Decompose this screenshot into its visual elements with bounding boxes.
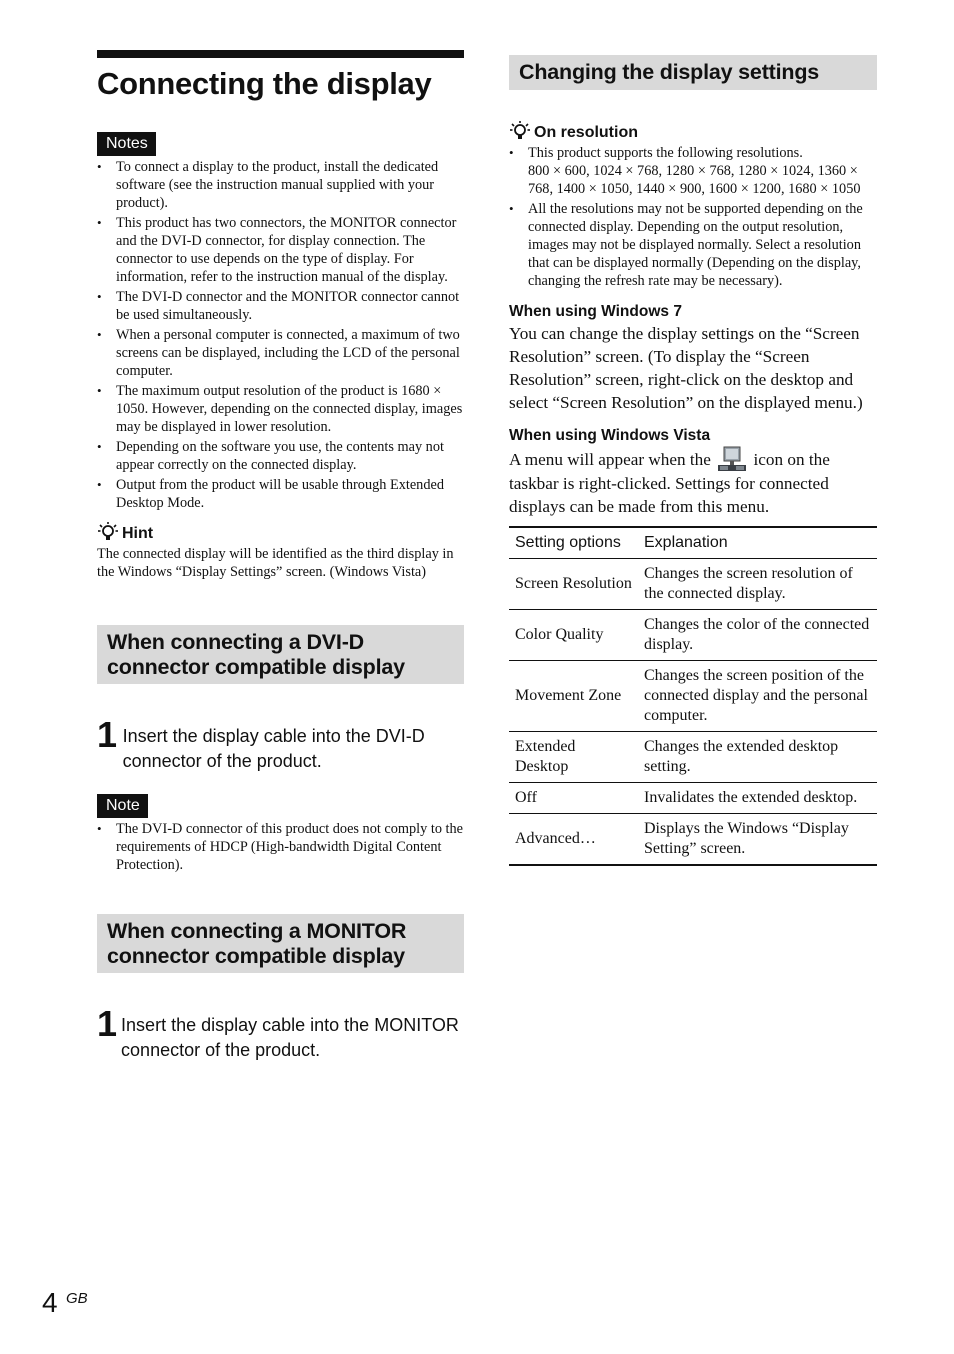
note-item: • The maximum output resolution of the product is 1680 × 1050. However, depending on the connected display, images may be displayed in lower resolution. [97, 382, 464, 436]
monitor-section [97, 914, 464, 1063]
resolution-list [509, 144, 877, 290]
table-cell: Changes the color of the connected display. [638, 610, 877, 661]
dvi-step [97, 716, 464, 774]
supported-resolutions: 800 × 600, 1024 × 768, 1280 × 768, 1280 × 1024, 1360 × 768, 1400 × 1050, 1440 × 900, 1600 × 1200, 1680 × 1050 [528, 163, 861, 197]
page-title: Connecting the display [97, 66, 432, 101]
display-taskbar-icon [717, 446, 747, 472]
page-language-suffix: GB [66, 1290, 88, 1307]
table-cell: Off [509, 783, 638, 814]
table-row [509, 559, 877, 610]
note-item: • To connect a display to the product, install the dedicated software (see the instruction manual supplied with your product). [97, 158, 464, 212]
settings-section-heading: Changing the display settings [509, 55, 877, 90]
notes-label: Notes [97, 132, 156, 156]
table-cell: Color Quality [509, 610, 638, 661]
settings-table [509, 526, 877, 866]
notes-block [97, 132, 464, 512]
table-cell: Movement Zone [509, 661, 638, 732]
table-cell: Changes the screen position of the connected display and the personal computer. [638, 661, 877, 732]
monitor-step [97, 1005, 464, 1063]
table-row [509, 661, 877, 732]
note-item: • Depending on the software you use, the contents may not appear correctly on the connected display. [97, 438, 464, 474]
hint-heading [97, 521, 464, 543]
step-number: 1 [97, 714, 118, 755]
vista-text [509, 446, 877, 518]
table-cell: Displays the Windows “Display Setting” screen. [638, 814, 877, 866]
vista-text-before: A menu will appear when the [509, 450, 711, 469]
hint-text: The connected display will be identified as the third display in the Windows “Display Settings” screen. (Windows Vista) [97, 546, 454, 580]
win7-heading: When using Windows 7 [509, 303, 682, 320]
title-rule [97, 50, 464, 58]
monitor-section-heading [97, 914, 464, 973]
monitor-heading-line2: connector compatible display [107, 944, 405, 968]
dvi-note-block [97, 794, 464, 874]
note-item: • Output from the product will be usable through Extended Desktop Mode. [97, 476, 464, 512]
lightbulb-icon [97, 521, 119, 543]
resolution-label: On resolution [534, 124, 638, 141]
dvi-section [97, 625, 464, 874]
notes-list [97, 158, 464, 512]
table-header: Setting options [509, 527, 638, 559]
table-row [509, 814, 877, 866]
table-cell: Advanced… [509, 814, 638, 866]
dvi-heading-line2: connector compatible display [107, 655, 405, 679]
note-item: • This product has two connectors, the MONITOR connector and the DVI-D connector, for display connection. The connector to use depends on the type of display. For information, refer to the instruction manual of the display. [97, 214, 464, 286]
table-cell: Extended Desktop [509, 732, 638, 783]
table-row [509, 783, 877, 814]
left-column [97, 50, 464, 1063]
note-item: • The DVI-D connector of this product does not comply to the requirements of HDCP (High-bandwidth Digital Content Protection). [97, 820, 464, 874]
note-item: • The DVI-D connector and the MONITOR connector cannot be used simultaneously. [97, 288, 464, 324]
table-header-row [509, 527, 877, 559]
step-number: 1 [97, 1003, 118, 1044]
table-row [509, 732, 877, 783]
table-header: Explanation [638, 527, 877, 559]
resolution-item-text: This product supports the following resolutions. [528, 145, 803, 161]
table-cell: Invalidates the extended desktop. [638, 783, 877, 814]
hint-label: Hint [122, 525, 154, 542]
resolution-item [509, 144, 877, 198]
vista-text-after: icon on the taskbar is right-clicked. Settings for connected displays can be made from this menu. [509, 450, 830, 516]
monitor-heading-line1: When connecting a MONITOR [107, 919, 407, 943]
resolution-heading [509, 120, 877, 142]
note-item: • When a personal computer is connected, a maximum of two screens can be displayed, including the LCD of the personal computer. [97, 326, 464, 380]
note-label: Note [97, 794, 148, 818]
step-text: Insert the display cable into the MONITOR connector of the product. [121, 1015, 459, 1060]
dvi-note-list [97, 820, 464, 874]
page-number: 4 [42, 1287, 58, 1318]
win7-text: You can change the display settings on the “Screen Resolution” screen. (To display the “Screen Resolution” screen, right-click on the desktop and select “Screen Resolution” on the displayed menu.) [509, 324, 863, 412]
right-column [509, 55, 877, 866]
step-text: Insert the display cable into the DVI-D connector of the product. [122, 726, 425, 771]
lightbulb-icon [509, 120, 531, 142]
vista-heading: When using Windows Vista [509, 427, 711, 444]
dvi-section-heading [97, 625, 464, 684]
table-cell: Changes the extended desktop setting. [638, 732, 877, 783]
table-cell: Changes the screen resolution of the connected display. [638, 559, 877, 610]
dvi-heading-line1: When connecting a DVI-D [107, 630, 364, 654]
resolution-item: • All the resolutions may not be supported depending on the connected display. Depending on the output resolution, images may not be displayed normally. Select a resolution that can be displayed normally (Depending on the display, changing the refresh rate may be necessary). [509, 200, 877, 290]
table-cell: Screen Resolution [509, 559, 638, 610]
table-row [509, 610, 877, 661]
